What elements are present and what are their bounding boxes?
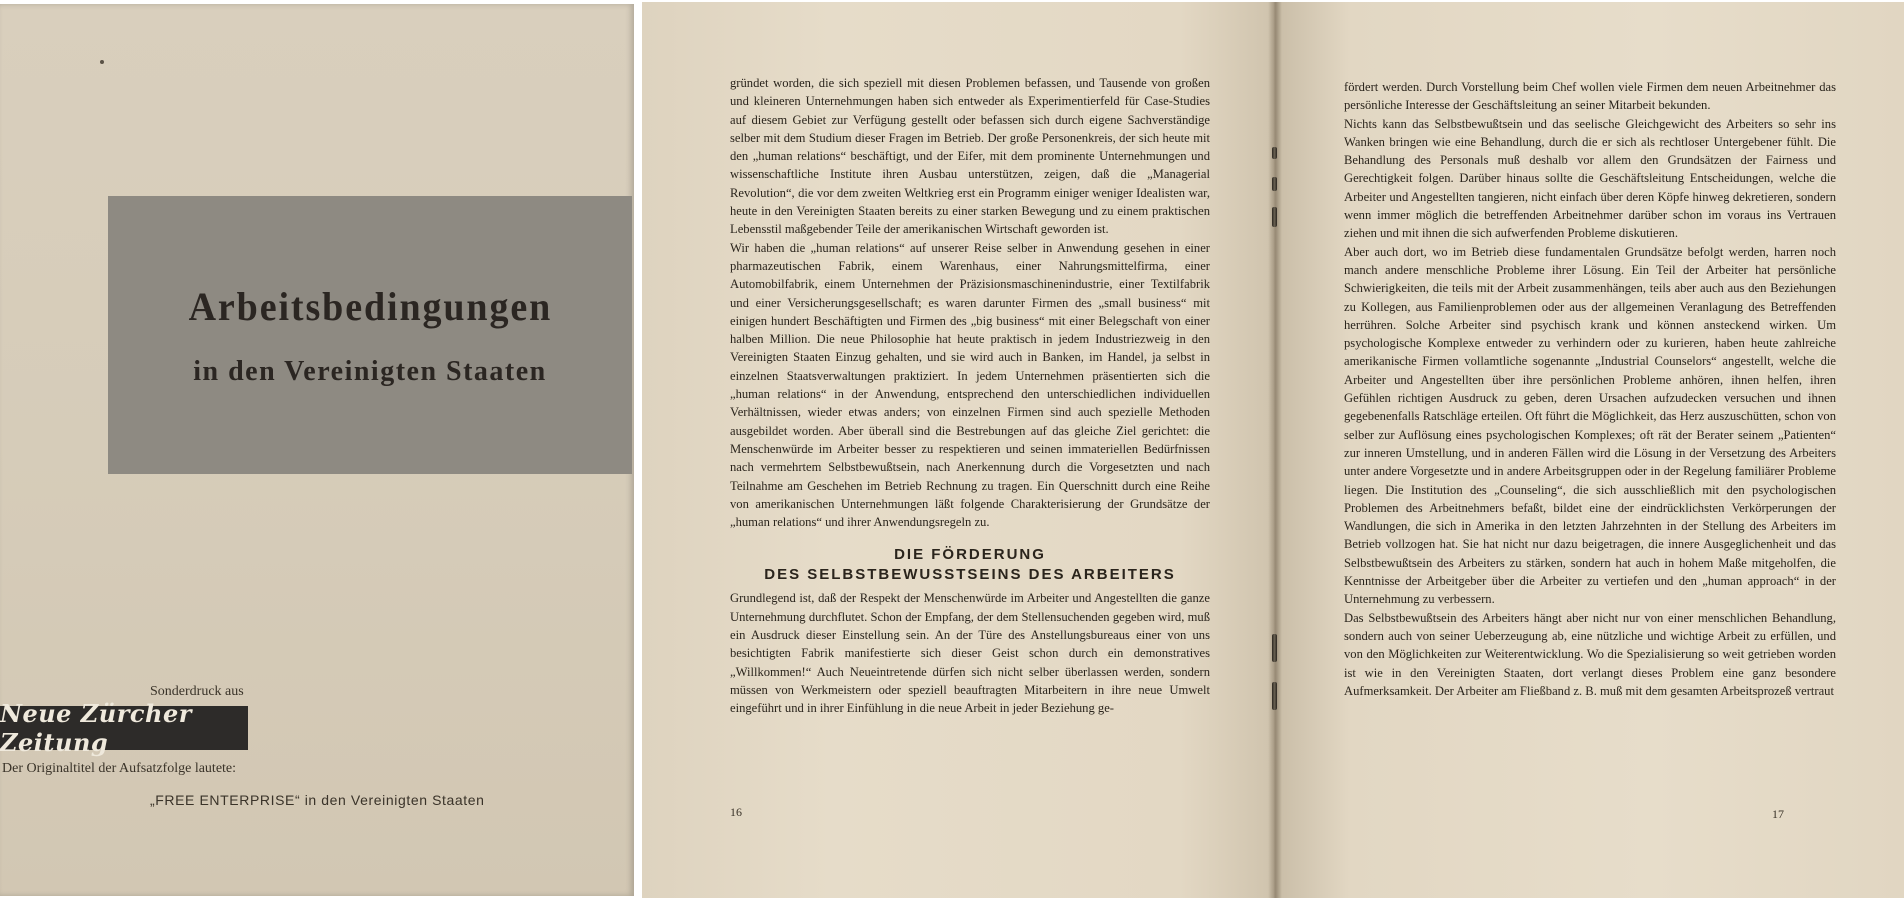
section-heading-line1: DIE FÖRDERUNG [894,546,1046,564]
staple [1272,634,1277,662]
cover-speck [100,60,104,64]
paragraph: Wir haben die „human relations“ auf unserer Reise selber in Anwendung gesehen in einer pharmazeutischen Fabrik, einem Warenhaus, einer Nahrungsmittelfirma, einer Automobilfabrik, einem Unternehmen der Präzisionsmaschinenindustrie, einer Textilfabrik und einer Versicherungsgesellschaft; es waren darunter Firmen des „small business“ mit einigen hundert Beschäftigten und Firmen des „big business“ mit einer Belegschaft von einer halben Million. Die neue Philosophie hat heute praktisch in jedem Industriezweig in den Vereinigten Staaten Einzug gehalten, und sie wird auch in Banken, im Handel, ja selbst in einzelnen Staatsverwaltungen praktiziert. In jedem Unternehmen präsentierten sich die „human relations“ in der Anwendung, entsprechend den unterschiedlichen individuellen Verhältnissen, wieder etwas anders; von einzelnen Firmen sind auch spezielle Methoden ausgebildet worden. Aber überall sind die Bestrebungen auf das gleiche Ziel gerichtet: die Menschenwürde im Arbeiter besser zu respektieren und seinen immateriellen Bedürfnissen nach vermehrtem Selbstbewußtsein, nach Anerkennung durch die Vorgesetzten und nach Teilnahme am Geschehen im Betrieb Rechnung zu tragen. Ein Querschnitt durch eine Reihe von amerikanischen Unternehmungen läßt folgende Charakterisierung der Grundsätze der „human relations“ und ihrer Anwendungsregeln zu. [730,240,1210,530]
booklet-cover [0,4,634,896]
paragraph: Nichts kann das Selbstbewußtsein und das seelische Gleichgewicht des Arbeiters so sehr ins Wanken bringen wie eine Behandlung, durch die er sich als rechtloser Untergebener fühlt. Die Behandlung des Personals muß deshalb vor allem den Grundsätzen der Fairness und Gerechtigkeit folgen. Darüber hinaus sollte die Geschäftsleitung Entscheidungen, welche die Arbeiter und Angestellten tangieren, nicht einfach über deren Köpfe hinweg dekretieren, sondern wenn immer möglich die betreffenden Arbeitnehmer darüber schon im voraus ins Vertrauen ziehen und mit ihnen die sich aufwerfenden Probleme diskutieren. [1344,116,1836,241]
page-number: 16 [730,805,742,819]
page-17 [1274,2,1904,898]
paragraph: Aber auch dort, wo im Betrieb diese fundamentalen Grundsätze befolgt werden, harren noch manch andere menschliche Probleme ihrer Lösung. Ein Teil der Arbeiter hat persönliche Schwierigkeiten, die teils mit der Arbeit zusammenhängen, teils aber auch aus den Beziehungen zu Kollegen, aus Familienproblemen oder aus der allgemeinen Veranlagung des Betreffenden herrühren. Solche Arbeiter sind psychisch krank und können ansteckend wirken. Um psychologische Komplexe entweder zu verhindern oder zu kurieren, haben heute zahlreiche amerikanische Firmen vollamtliche sogenannte „Industrial Counselors“ angestellt, welche die Arbeiter und Angestellten über ihre persönlichen Probleme anhören, ihnen helfen, ihren Gefühlen richtigen Ausdruck zu geben, deren Ursachen aufzudecken versuchen und ihnen gegebenenfalls Ratschläge erteilen. Oft führt die Möglichkeit, das Herz auszuschütten, schon von selber zur Auflösung eines psychologischen Komplexes; oft rät der Berater seinem „Patienten“ zur inneren Umstellung, und in anderen Fällen wird die Lösung in der Versetzung des Arbeiters unter andere Vorgesetzte und in andere Arbeitsgruppen oder in der Regelung familiärer Probleme liegen. Die Institution des „Counseling“, die sich ausschließlich mit den psychologischen Problemen des Arbeitnehmers befaßt, bildet eine der eindrücklichsten Verkörperungen der Wandlungen, die sich in Amerika in den letzten Jahrzehnten in der Stellung des Arbeiters im Betrieb vollzogen hat. Sie hat nicht nur dazu beigetragen, die innere Ausgeglichenheit und das Selbstbewußtsein des Arbeiters zu stärken, sondern hat auch in hohem Maße mitgeholfen, die Kenntnisse der Arbeitgeber über die Arbeiter zu vertiefen und den „human approach“ in der Unternehmung zu verbessern. [1344,244,1836,607]
paragraph: gründet worden, die sich speziell mit diesen Problemen befassen, und Tausende von großen und kleineren Unternehmungen haben sich entweder als Experimentierfeld für Case-Studies auf diesem Gebiet zur Verfügung gestellt oder befassen sich durch eigene Sachverständige selber mit dem Studium dieser Fragen im Betrieb. Der große Personenkreis, der sich heute mit den „human relations“ beschäftigt, und der Eifer, mit dem prominente Unternehmungen und wissenschaftliche Institute ihren Ausbau unterstützen, zeigen, daß die „Managerial Revolution“, die vor dem zweiten Weltkrieg erst ein Programm einiger weniger Idealisten war, heute in den Vereinigten Staaten bereits zu einer starken Bewegung und zu einem praktischen Lebensstil maßgebender Teile der amerikanischen Wirtschaft geworden ist. [730,76,1210,237]
staple [1272,147,1277,159]
page-16 [642,2,1274,898]
page-number: 17 [1772,807,1784,821]
original-title-note: Der Originaltitel der Aufsatzfolge lautete: [2,761,237,776]
page-16-text [730,74,1210,718]
section-heading-line2: DES SELBSTBEWUSSTSEINS DES ARBEITERS [764,566,1176,584]
staple [1272,682,1277,710]
paragraph: fördert werden. Durch Vorstellung beim Chef wollen viele Firmen dem neuen Arbeitnehmer das persönliche Interesse der Geschäftsleitung an seiner Mitarbeit bekunden. [1344,80,1836,113]
original-title: „FREE ENTERPRISE“ in den Vereinigten Staaten [150,792,485,808]
sonderdruck-label: Sonderdruck aus [150,684,244,699]
staple [1272,177,1277,191]
page-17-text [1344,78,1836,700]
paragraph: Das Selbstbewußtsein des Arbeiters hängt aber nicht nur von einer menschlichen Behandlung, sondern auch von seiner Ueberzeugung ab, eine nützliche und wichtige Arbeit zu erfüllen, und von den Möglichkeiten zur Weiterentwicklung. Wo die Spezialisierung so weit getrieben worden ist wie in den Vereinigten Staaten, dort verlangt dieses Problem eine ganz besondere Aufmerksamkeit. Der Arbeiter am Fließband z. B. muß mit dem gesamten Arbeitsprozeß vertraut [1344,610,1836,698]
cover-subtitle: in den Vereinigten Staaten [193,355,547,387]
cover-title-box [108,196,632,474]
page-gutter [1268,2,1282,898]
booklet-spread [642,2,1904,898]
newspaper-logo: Neue Zürcher Zeitung [0,706,248,750]
cover-title: Arbeitsbedingungen [188,283,552,329]
staple [1272,207,1277,227]
paragraph: Grundlegend ist, daß der Respekt der Menschenwürde im Arbeiter und Angestellten die ganze Unternehmung durchflutet. Schon der Empfang, der dem Stellensuchenden gegeben wird, muß ein Ausdruck dieser Einstellung sein. An der Türe des Anstellungsbureaus einer von uns besichtigten Fabrik manifestierte sich dieser Geist schon durch ein demonstratives „Willkommen!“ Auch Neueintretende dürfen sich nicht selber überlassen werden, sondern müssen von Werkmeistern oder speziell beauftragten Mitarbeitern in ihre neue Umwelt eingeführt und in ihrer Einfühlung in die neue Arbeit in jeder Beziehung ge- [730,591,1210,716]
